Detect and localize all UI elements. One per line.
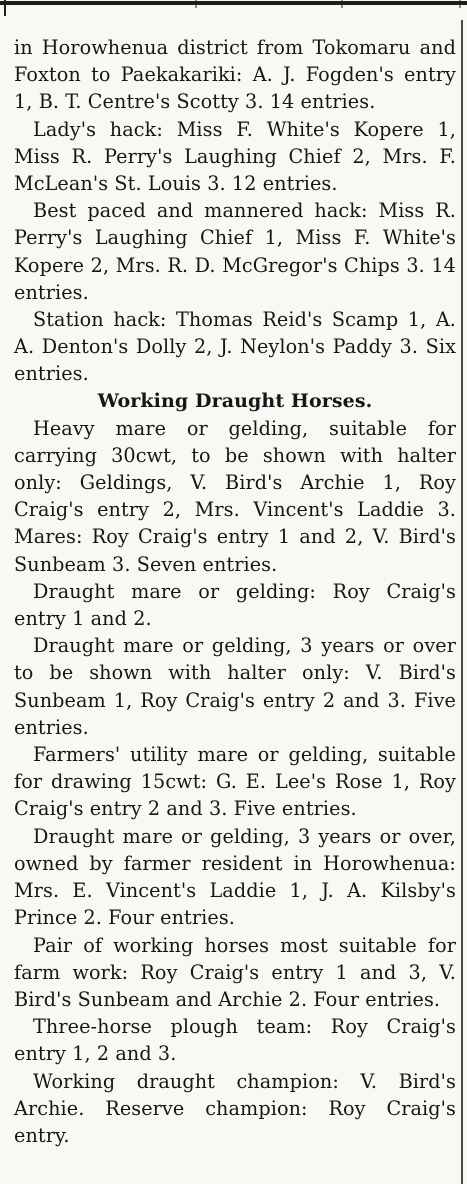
paragraph-farmers-utility: Farmers' utility mare or gelding, suitable for drawing 15cwt: G. E. Lee's Rose 1, Roy Craig's entry 2 and 3. Five entries. <box>14 743 456 821</box>
paragraph-draught-mare: Draught mare or gelding: Roy Craig's entry 1 and 2. <box>14 579 456 631</box>
article-column <box>14 34 456 1149</box>
top-border-rule <box>0 0 467 18</box>
paragraph-best-paced-hack: Best paced and mannered hack: Miss R. Perry's Laughing Chief 1, Miss F. White's Kopere 2, Mrs. R. D. McGregor's Chips 3. 14 entries. <box>14 199 456 304</box>
paragraph-pair-working-horses: Pair of working horses most suitable for farm work: Roy Craig's entry 1 and 3, V. Bird's Sunbeam and Archie 2. Four entries. <box>14 933 456 1011</box>
left-border-rule <box>4 0 6 16</box>
paragraph-ladys-hack: Lady's hack: Miss F. White's Kopere 1, Miss R. Perry's Laughing Chief 2, Mrs. F. McLean's St. Louis 3. 12 entries. <box>14 117 456 196</box>
paragraph-farmer-resident: Draught mare or gelding, 3 years or over, owned by farmer resident in Horowhenua: Mrs. E. Vincent's Laddie 1, J. A. Kilsby's Prince 2. Four entries. <box>14 824 456 930</box>
paragraph-draught-mare-halter: Draught mare or gelding, 3 years or over to be shown with halter only: V. Bird's Sunbeam 1, Roy Craig's entry 2 and 3. Five entries. <box>14 634 456 739</box>
paragraph-heavy-mare: Heavy mare or gelding, suitable for carrying 30cwt, to be shown with halter only: Geldings, V. Bird's Archie 1, Roy Craig's entry 2, Mrs. Vincent's Laddie 3. Mares: Roy Craig's entry 1 and 2, V. Bird's Sunbeam 3. Seven entries. <box>14 416 456 576</box>
paragraph-station-hack: Station hack: Thomas Reid's Scamp 1, A. A. Denton's Dolly 2, J. Neylon's Paddy 3. Six entries. <box>14 308 456 386</box>
section-heading: Working Draught Horses. <box>97 389 373 412</box>
column-rule <box>461 20 463 1184</box>
paragraph-champion: Working draught champion: V. Bird's Archie. Reserve champion: Roy Craig's entry. <box>14 1069 456 1147</box>
paragraph-hack-district: in Horowhenua district from Tokomaru and Foxton to Paekakariki: A. J. Fogden's entry 1, B. T. Centre's Scotty 3. 14 entries. <box>14 36 456 114</box>
paragraph-plough-team: Three-horse plough team: Roy Craig's entry 1, 2 and 3. <box>14 1015 456 1066</box>
